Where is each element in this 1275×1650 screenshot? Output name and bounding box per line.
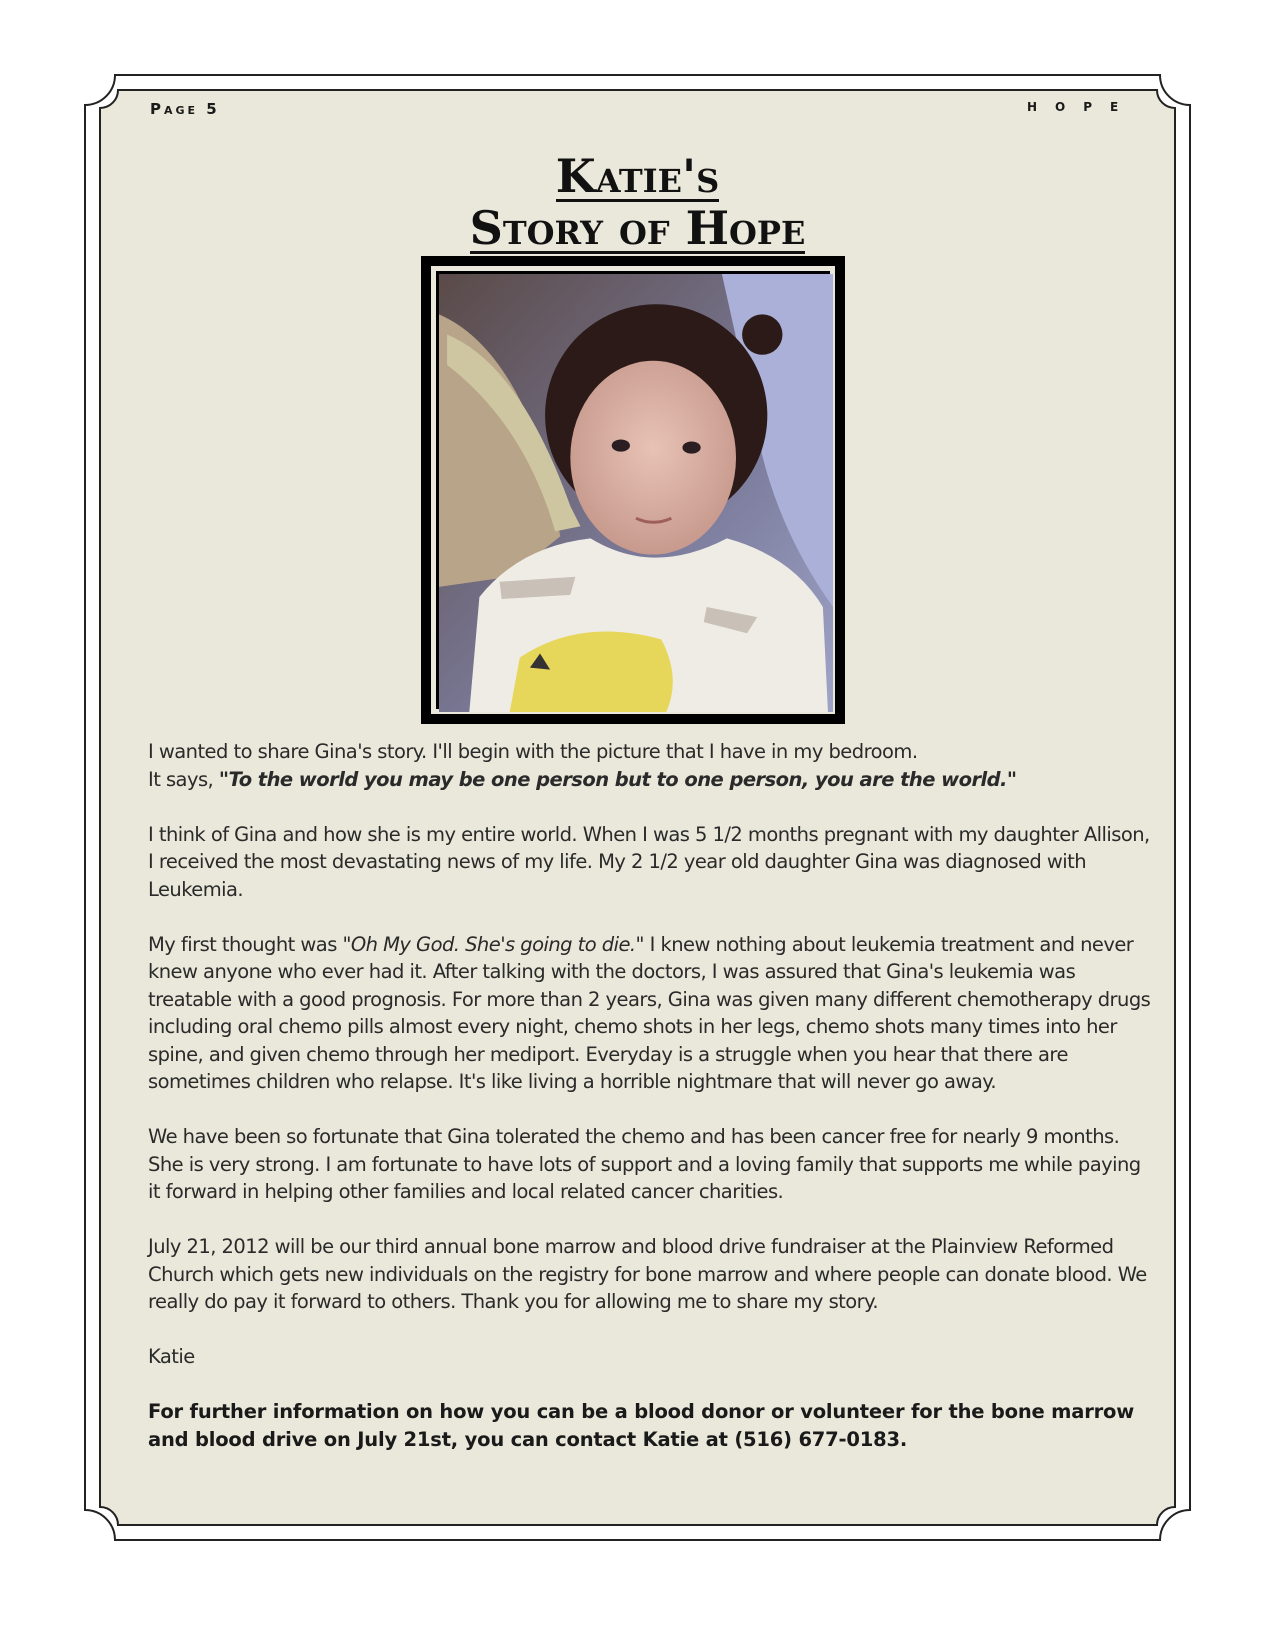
story-paragraph-4: We have been so fortunate that Gina tolerated the chemo and has been cancer free for nearly 9 months. She is very strong. I am fortunate to have lots of support and a loving family that supports me while paying it forward in helping other families and local related cancer charities. xyxy=(148,1125,1141,1203)
story-paragraph-3 xyxy=(148,931,1158,1096)
photo-frame xyxy=(421,256,845,724)
para3-quote: "Oh My God. She's going to die." xyxy=(342,932,644,956)
para3-rest: I knew nothing about leukemia treatment and never knew anyone who ever had it. After talking with the doctors, I was assured that Gina's leukemia was treatable with a good prognosis. For more than 2 years, Gina was given many different chemotherapy drugs including oral chemo pills almost every night, chemo shots in her legs, chemo shots many times into her spine, and given chemo through her mediport. Everyday is a struggle when you hear that there are sometimes children who relapse. It's like living a horrible nightmare that will never go away. xyxy=(148,932,1151,1093)
page-title xyxy=(0,150,1275,254)
title-line-1: Katie's xyxy=(555,149,720,203)
story-paragraph-5: July 21, 2012 will be our third annual bone marrow and blood drive fundraiser at the Plainview Reformed Church which gets new individuals on the registry for bone marrow and where people can donate blood. We really do pay it forward to others. Thank you for allowing me to share my story. xyxy=(148,1235,1147,1313)
story-paragraph-2: I think of Gina and how she is my entire world. When I was 5 1/2 months pregnant with my daughter Allison, I received the most devastating news of my life. My 2 1/2 year old daughter Gina was diagnosed with Leukemia. xyxy=(148,822,1150,901)
intro-prefix: It says, xyxy=(148,767,219,791)
contact-info: For further information on how you can be a blood donor or volunteer for the bone marrow and blood drive on July 21st, you can contact Katie at (516) 677-0183. xyxy=(148,1400,1135,1451)
intro-line: I wanted to share Gina's story. I'll begin with the picture that I have in my bedroom. xyxy=(148,740,918,763)
intro-quote: "To the world you may be one person but to one person, you are the world." xyxy=(218,767,1017,791)
page-number: Page 5 xyxy=(150,100,220,118)
section-label: HOPE xyxy=(1027,100,1137,114)
para3-prefix: My first thought was xyxy=(148,932,343,956)
story-intro xyxy=(148,738,1158,793)
story-body xyxy=(148,738,1158,1481)
signature: Katie xyxy=(148,1345,195,1368)
title-line-2: Story of Hope xyxy=(469,201,806,255)
child-photo xyxy=(439,274,833,712)
